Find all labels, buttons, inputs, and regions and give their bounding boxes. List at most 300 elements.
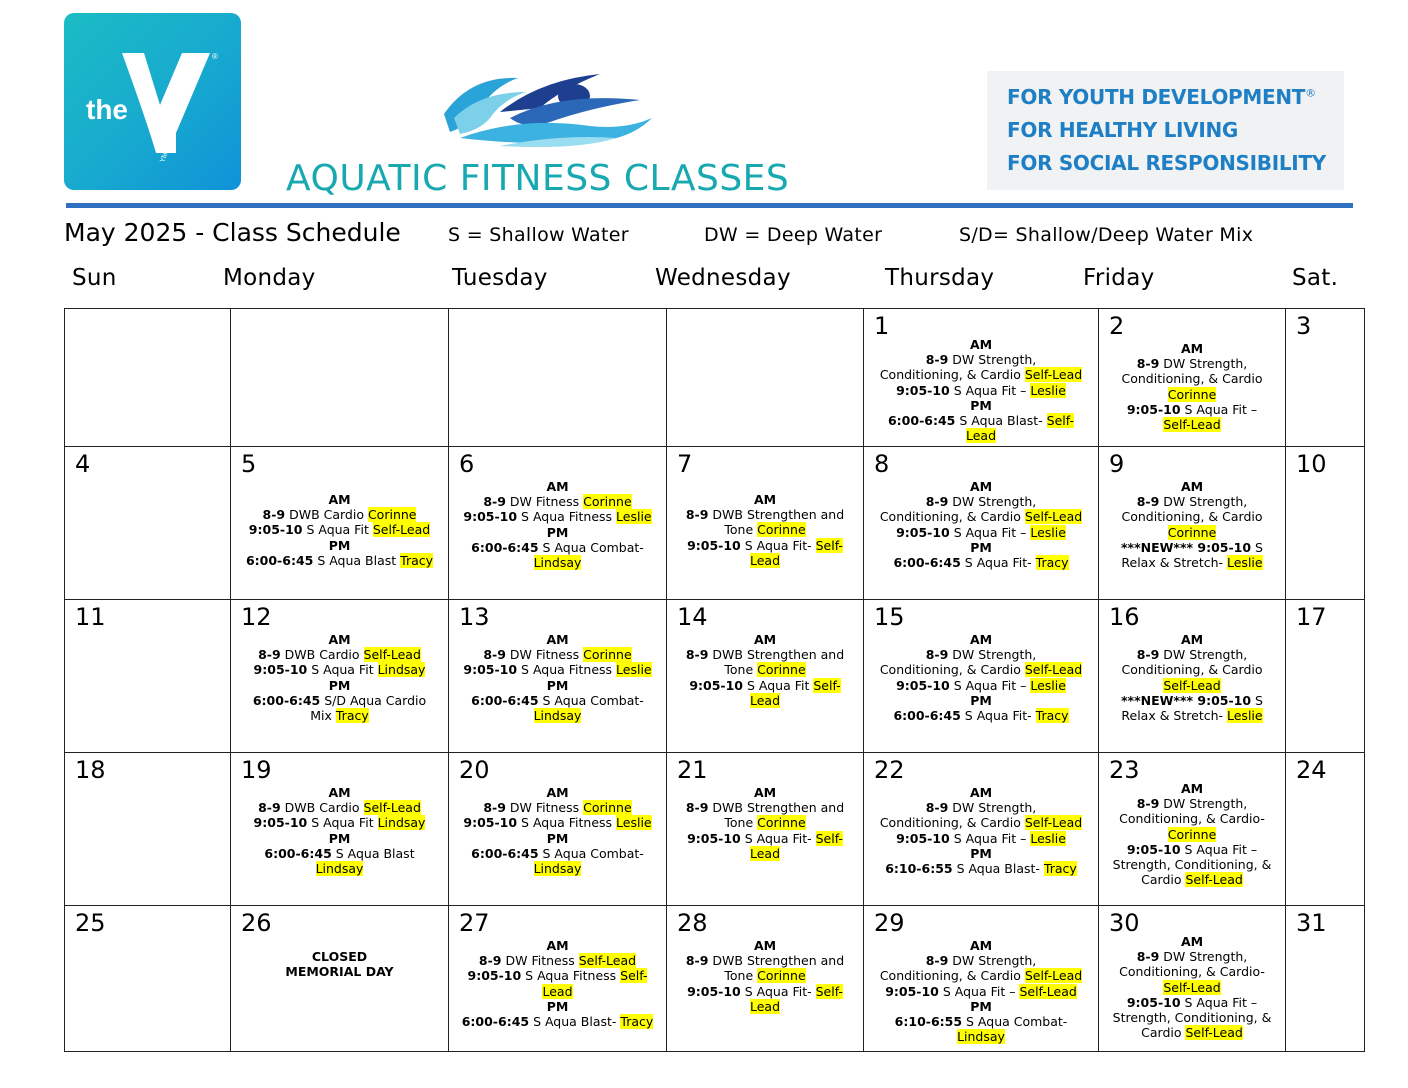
class-time: PM: [970, 539, 992, 555]
day-number: 24: [1296, 756, 1327, 784]
day-number: 22: [874, 756, 905, 784]
dayname-wed: Wednesday: [655, 265, 791, 291]
calendar-day-cell: [65, 906, 231, 1052]
class-text: Conditioning, & Cardio: [1121, 371, 1263, 387]
instructor-name: Corinne: [1167, 386, 1217, 402]
class-time: 6:00-6:45: [461, 1014, 530, 1030]
class-text: S Aqua Fit-: [740, 537, 816, 553]
calendar-day-cell: [864, 309, 1099, 447]
class-line: [872, 662, 1090, 677]
class-time: AM: [969, 337, 993, 352]
class-line: [457, 815, 658, 830]
class-text: S Aqua Fit –: [1180, 841, 1258, 857]
class-text: S Aqua Combat-: [962, 1014, 1068, 1030]
instructor-name: Self-Lead: [363, 647, 421, 663]
class-text: DW Strength,: [1159, 356, 1248, 372]
class-line: [457, 938, 658, 953]
class-line: [872, 632, 1090, 647]
instructor-name: Lindsay: [533, 555, 582, 571]
day-number: 2: [1109, 312, 1125, 340]
class-line: [239, 708, 440, 723]
calendar-week-row: [65, 309, 1365, 447]
class-line: [872, 428, 1090, 443]
class-line: [1107, 632, 1277, 647]
class-text: S Aqua Fit: [743, 677, 814, 693]
class-line: [872, 525, 1090, 540]
day-number: 4: [75, 450, 91, 478]
class-line: [675, 800, 855, 815]
mission-line-health: FOR HEALTHY LIVING: [1007, 118, 1239, 142]
instructor-name: Lead: [965, 428, 997, 444]
class-line: [457, 968, 658, 983]
class-text: S Aqua Combat-: [538, 845, 644, 861]
instructor-name: Self-: [815, 983, 843, 999]
calendar-day-cell: [1099, 600, 1286, 753]
class-line: [457, 632, 658, 647]
class-line: [675, 846, 855, 861]
instructor-name: Self-: [815, 830, 843, 846]
class-line: [239, 647, 440, 662]
instructor-name: Leslie: [616, 509, 652, 525]
day-number: 3: [1296, 312, 1312, 340]
class-time: 8-9: [925, 647, 949, 663]
class-time: PM: [970, 998, 992, 1014]
class-line: [457, 800, 658, 815]
class-time: 8-9: [483, 800, 506, 816]
class-list: [449, 447, 666, 570]
class-time: 9:05-10: [1126, 994, 1181, 1010]
class-line: [872, 398, 1090, 413]
instructor-name: Lead: [542, 983, 573, 999]
day-number: 23: [1109, 756, 1140, 784]
class-text: DWB Strengthen and: [708, 800, 845, 816]
class-time: 9:05-10: [467, 968, 522, 984]
instructor-name: Corinne: [757, 815, 806, 831]
legend-shallow: S = Shallow Water: [448, 224, 629, 246]
class-line: [239, 662, 440, 677]
class-time: ***NEW*** 9:05-10: [1121, 539, 1252, 555]
class-text: Conditioning, & Cardio: [879, 367, 1025, 383]
class-time: 9:05-10: [896, 830, 950, 846]
legend-mix: S/D= Shallow/Deep Water Mix: [959, 224, 1254, 246]
calendar-day-cell: [1286, 600, 1365, 753]
class-time: MEMORIAL DAY: [285, 964, 394, 980]
class-line: [872, 337, 1090, 352]
class-time: PM: [546, 830, 569, 846]
class-line: [1107, 796, 1277, 811]
class-time: 6:10-6:55: [885, 861, 953, 877]
class-line: [675, 785, 855, 800]
class-time: 8-9: [258, 647, 281, 663]
class-time: 8-9: [1136, 796, 1160, 812]
logo-text: the: [86, 94, 128, 125]
class-text: DW Strength,: [948, 647, 1037, 663]
instructor-name: Corinne: [757, 522, 806, 538]
class-text: S Aqua Fitness: [517, 815, 617, 831]
calendar-day-cell: [667, 600, 864, 753]
class-time: 8-9: [483, 494, 506, 510]
instructor-name: Corinne: [1167, 826, 1217, 842]
class-line: [872, 479, 1090, 494]
class-line: [872, 352, 1090, 367]
class-text: Cardio: [1141, 1025, 1186, 1041]
dayname-fri: Friday: [1083, 265, 1155, 291]
day-number: 8: [874, 450, 890, 478]
class-line: [1107, 341, 1277, 356]
class-text: S Aqua Blast-: [955, 413, 1047, 429]
calendar-day-cell: [449, 447, 667, 600]
calendar-week-row: [65, 906, 1365, 1052]
class-line: [239, 785, 440, 800]
instructor-name: Self-Lead: [1019, 983, 1077, 999]
instructor-name: Lead: [749, 845, 781, 861]
instructor-name: Corinne: [1167, 524, 1217, 540]
class-line: [675, 522, 855, 537]
class-text: Conditioning, & Cardio-: [1119, 964, 1265, 980]
class-text: S Aqua Fit-: [960, 555, 1036, 571]
class-line: [457, 984, 658, 999]
class-time: 9:05-10: [687, 537, 741, 553]
instructor-name: Self-: [620, 968, 648, 984]
instructor-name: Self-: [813, 677, 841, 693]
instructor-name: Corinne: [367, 507, 417, 523]
class-text: S Aqua Blast-: [952, 861, 1044, 877]
instructor-name: Lead: [749, 692, 781, 708]
day-number: 21: [677, 756, 708, 784]
header-divider: [66, 203, 1353, 208]
class-time: PM: [970, 845, 992, 861]
dayname-sun: Sun: [72, 265, 117, 291]
class-time: AM: [328, 785, 351, 800]
class-line: [675, 538, 855, 553]
class-text: S Aqua Fit-: [740, 983, 816, 999]
class-line: [457, 479, 658, 494]
class-text: S Aqua Fit –: [949, 524, 1031, 540]
mission-statement: [987, 71, 1344, 190]
class-text: Conditioning, & Cardio: [879, 968, 1025, 984]
instructor-name: Leslie: [1227, 708, 1263, 724]
class-text: DW Fitness: [501, 953, 579, 969]
class-list: [1099, 309, 1285, 432]
class-text: DW Fitness: [505, 494, 584, 510]
dayname-tue: Tuesday: [452, 265, 548, 291]
class-time: 6:00-6:45: [471, 692, 539, 708]
class-line: [872, 800, 1090, 815]
class-line: [872, 984, 1090, 999]
dayname-mon: Monday: [223, 265, 316, 291]
schedule-heading: May 2025 - Class Schedule: [64, 218, 401, 247]
class-time: ***NEW*** 9:05-10: [1121, 692, 1252, 708]
class-time: 6:10-6:55: [894, 1014, 963, 1030]
class-line: [457, 953, 658, 968]
class-text: DW Strength,: [948, 494, 1037, 510]
class-time: 9:05-10: [463, 662, 518, 678]
class-line: [872, 861, 1090, 876]
class-text: DWB Strengthen and: [708, 647, 845, 663]
class-text: S Aqua Fit: [307, 662, 378, 678]
class-line: [457, 831, 658, 846]
class-line: [239, 800, 440, 815]
day-number: 26: [241, 909, 272, 937]
class-line: [872, 815, 1090, 830]
class-time: AM: [969, 479, 993, 494]
day-number: 13: [459, 603, 490, 631]
instructor-name: Tracy: [400, 552, 434, 568]
class-line: [872, 383, 1090, 398]
calendar-day-cell: [231, 447, 449, 600]
class-text: Conditioning, & Cardio: [879, 815, 1025, 831]
class-text: Strength, Conditioning, &: [1112, 857, 1272, 873]
class-time: AM: [546, 632, 569, 647]
class-line: [1107, 995, 1277, 1010]
class-line: [457, 662, 658, 677]
class-time: PM: [970, 397, 992, 413]
class-time: 8-9: [685, 647, 709, 663]
instructor-name: Tracy: [1043, 861, 1077, 877]
class-time: AM: [1180, 632, 1204, 647]
class-text: DW Fitness: [505, 800, 584, 816]
day-number: 30: [1109, 909, 1140, 937]
class-list: [667, 447, 863, 568]
class-line: [872, 999, 1090, 1014]
class-text: S Aqua Fit –: [1180, 401, 1258, 417]
calendar-grid: [64, 308, 1365, 1052]
class-line: [675, 953, 855, 968]
instructor-name: Leslie: [1030, 524, 1066, 540]
class-text: S Aqua Fit –: [938, 983, 1020, 999]
class-text: DW Strength,: [1159, 796, 1248, 812]
class-time: AM: [1180, 479, 1204, 494]
instructor-name: Self-Lead: [1185, 872, 1243, 888]
class-time: 8-9: [1136, 356, 1160, 372]
ymca-logo: [64, 13, 241, 190]
class-time: AM: [328, 632, 351, 647]
class-text: S Aqua Combat-: [538, 692, 644, 708]
class-time: PM: [328, 537, 351, 553]
class-line: [239, 831, 440, 846]
class-time: AM: [969, 632, 993, 647]
class-line: [457, 509, 658, 524]
day-number: 18: [75, 756, 106, 784]
class-line: [457, 678, 658, 693]
calendar-day-cell: [1286, 906, 1365, 1052]
calendar-week-row: [65, 600, 1365, 753]
class-line: [675, 647, 855, 662]
class-text: S: [1251, 692, 1263, 708]
class-line: [675, 984, 855, 999]
class-time: AM: [546, 938, 569, 953]
class-time: AM: [546, 785, 569, 800]
class-text: Strength, Conditioning, &: [1112, 1010, 1272, 1026]
registered-mark: ®: [1305, 86, 1316, 100]
class-line: [1107, 1025, 1277, 1040]
instructor-name: Self-Lead: [1185, 1025, 1243, 1041]
class-time: 6:00-6:45: [245, 552, 314, 568]
class-time: 9:05-10: [1126, 841, 1181, 857]
class-line: [872, 693, 1090, 708]
ymca-y-icon: [64, 13, 241, 190]
class-line: [872, 846, 1090, 861]
instructor-name: Tracy: [1035, 708, 1069, 724]
instructor-name: Tracy: [335, 708, 369, 724]
class-line: [1107, 964, 1277, 979]
class-line: [872, 968, 1090, 983]
class-line: [239, 553, 440, 568]
day-number: 31: [1296, 909, 1327, 937]
calendar-day-cell: [1099, 447, 1286, 600]
calendar-day-cell: [864, 906, 1099, 1052]
class-line: [457, 846, 658, 861]
class-line: [1107, 1010, 1277, 1025]
day-number: 5: [241, 450, 257, 478]
class-time: 8-9: [925, 352, 949, 368]
class-time: 9:05-10: [687, 830, 741, 846]
class-time: AM: [753, 938, 777, 953]
day-number: 12: [241, 603, 272, 631]
class-line: [1107, 980, 1277, 995]
class-text: Relax & Stretch-: [1121, 708, 1227, 724]
instructor-name: Leslie: [616, 662, 652, 678]
instructor-name: Self-Lead: [1024, 367, 1083, 383]
mission-line-social: FOR SOCIAL RESPONSIBILITY: [1007, 151, 1326, 175]
class-line: [872, 647, 1090, 662]
calendar-day-cell: [1099, 309, 1286, 447]
class-time: PM: [328, 677, 351, 693]
class-text: DWB Cardio: [280, 800, 364, 816]
instructor-name: Tracy: [620, 1014, 654, 1030]
class-line: [872, 367, 1090, 382]
page-title: AQUATIC FITNESS CLASSES: [286, 158, 790, 199]
class-line: [872, 555, 1090, 570]
class-line: [1107, 872, 1277, 887]
logo-small-text: YMCA: [159, 142, 173, 164]
class-line: [1107, 402, 1277, 417]
class-time: 9:05-10: [687, 983, 741, 999]
class-line: [675, 999, 855, 1014]
class-line: [1107, 693, 1277, 708]
class-text: DW Strength,: [948, 953, 1037, 969]
class-time: AM: [753, 632, 777, 647]
class-text: DW Strength,: [1159, 494, 1248, 510]
class-line: [872, 509, 1090, 524]
class-text: Conditioning, & Cardio-: [1119, 811, 1265, 827]
class-text: DW Strength,: [948, 800, 1037, 816]
class-time: 8-9: [258, 800, 281, 816]
class-line: [457, 647, 658, 662]
instructor-name: Corinne: [583, 647, 632, 663]
class-line: [872, 938, 1090, 953]
class-time: PM: [328, 830, 351, 846]
class-text: DWB Strengthen and: [708, 953, 845, 969]
class-time: 8-9: [262, 507, 286, 523]
class-line: [675, 815, 855, 830]
calendar-day-cell: [231, 309, 449, 447]
class-time: PM: [546, 998, 569, 1014]
class-line: [1107, 555, 1277, 570]
day-number: 28: [677, 909, 708, 937]
class-text: S Aqua Fit –: [1180, 994, 1258, 1010]
class-line: [239, 964, 440, 979]
class-line: [675, 662, 855, 677]
class-line: [1107, 708, 1277, 723]
class-time: 9:05-10: [248, 522, 303, 538]
instructor-name: Self-: [1046, 413, 1074, 429]
instructor-name: Self-Lead: [578, 953, 637, 969]
class-time: 9:05-10: [463, 509, 518, 525]
class-text: S: [1251, 539, 1263, 555]
instructor-name: Leslie: [1030, 830, 1066, 846]
instructor-name: Self-: [815, 537, 843, 553]
instructor-name: Lindsay: [315, 861, 364, 877]
day-number: 7: [677, 450, 693, 478]
class-time: AM: [1180, 341, 1204, 356]
calendar-day-cell: [1099, 753, 1286, 906]
class-line: [1107, 371, 1277, 386]
class-time: PM: [546, 677, 569, 693]
instructor-name: Corinne: [757, 662, 806, 678]
calendar-day-cell: [667, 753, 864, 906]
calendar-day-cell: [1099, 906, 1286, 1052]
calendar-day-cell: [449, 753, 667, 906]
class-line: [872, 953, 1090, 968]
day-number: 14: [677, 603, 708, 631]
class-text: Tone: [724, 968, 758, 984]
class-line: [1107, 356, 1277, 371]
class-time: AM: [546, 479, 569, 494]
class-text: Conditioning, & Cardio: [1121, 662, 1263, 678]
class-time: 9:05-10: [253, 662, 308, 678]
class-text: Relax & Stretch-: [1121, 555, 1227, 571]
calendar-day-cell: [65, 309, 231, 447]
class-text: Conditioning, & Cardio: [879, 662, 1025, 678]
class-time: PM: [970, 692, 992, 708]
calendar-day-cell: [864, 753, 1099, 906]
day-number: 27: [459, 909, 490, 937]
class-line: [457, 540, 658, 555]
calendar-day-cell: [864, 600, 1099, 753]
instructor-name: Lindsay: [377, 662, 426, 678]
instructor-name: Leslie: [1030, 382, 1066, 398]
instructor-name: Self-Lead: [1163, 417, 1221, 433]
calendar-day-cell: [65, 447, 231, 600]
class-text: S Aqua Fit-: [960, 708, 1036, 724]
class-line: [872, 708, 1090, 723]
class-text: S Aqua Fit –: [949, 677, 1031, 693]
class-text: DW Strength,: [1159, 949, 1248, 965]
class-text: S Aqua Fit –: [949, 382, 1031, 398]
class-text: S Aqua Blast: [331, 845, 415, 861]
dayname-sat: Sat.: [1292, 265, 1339, 291]
class-line: [1107, 417, 1277, 432]
calendar-day-cell: [667, 906, 864, 1052]
day-number: 10: [1296, 450, 1327, 478]
instructor-name: Self-Lead: [1024, 815, 1083, 831]
instructor-name: Lindsay: [533, 708, 582, 724]
class-time: 8-9: [1136, 647, 1160, 663]
calendar-day-cell: [231, 600, 449, 753]
class-time: 9:05-10: [896, 382, 950, 398]
class-text: S Aqua Blast: [313, 552, 401, 568]
class-line: [872, 678, 1090, 693]
class-line: [457, 708, 658, 723]
mission-line-youth: [1007, 85, 1316, 109]
dayname-thu: Thursday: [885, 265, 995, 291]
class-time: 9:05-10: [885, 983, 939, 999]
class-time: AM: [1180, 781, 1204, 796]
calendar-day-cell: [449, 600, 667, 753]
class-line: [457, 785, 658, 800]
instructor-name: Lead: [749, 552, 781, 568]
